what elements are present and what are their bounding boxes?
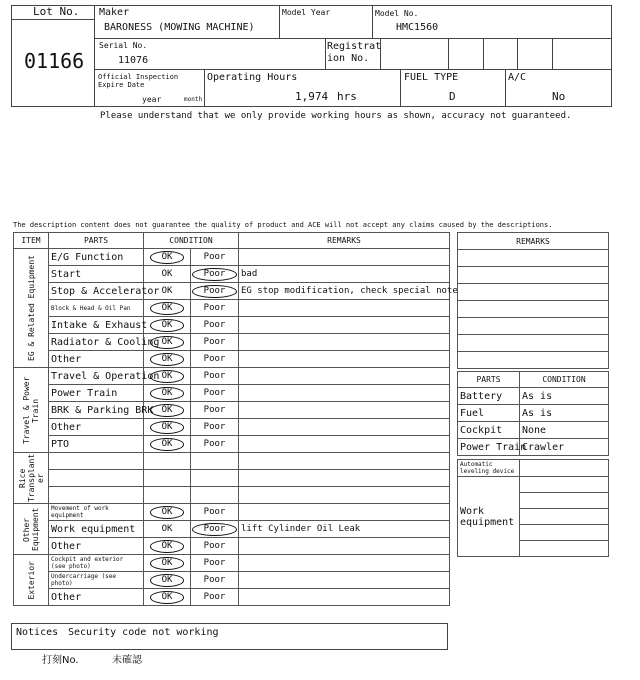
table-row [14, 334, 450, 351]
part-name: BRK & Parking BRK [49, 402, 144, 419]
poor-option: Poor [203, 303, 226, 313]
condition-poor-cell [191, 300, 239, 317]
remarks-line [458, 250, 609, 267]
part-name: Travel & Operation [49, 368, 144, 385]
ok-circled: OK [150, 302, 185, 315]
part-condition: None [520, 422, 609, 439]
ok-circled: OK [150, 438, 185, 451]
hours-label: Operating Hours [207, 72, 298, 83]
part-name: Start [49, 266, 144, 283]
condition-ok-cell [144, 572, 191, 589]
fuel-label: FUEL TYPE [404, 72, 459, 83]
remarks-line [458, 267, 609, 284]
poor-option: Poor [203, 371, 226, 381]
remarks-cell [239, 334, 450, 351]
remarks-cell [239, 385, 450, 402]
item-group-label: Rice Transplant er [14, 453, 49, 504]
condition-poor-cell [191, 402, 239, 419]
remarks-line [458, 301, 609, 318]
table-row [14, 504, 450, 521]
condition-ok-cell [144, 436, 191, 453]
lot-label: Lot No. [33, 5, 80, 18]
part-name: Undercarriage (see photo) [49, 572, 144, 589]
condition-ok-cell [144, 249, 191, 266]
ok-circled: OK [150, 574, 185, 587]
ok-circled: OK [150, 506, 185, 519]
maker-label: Maker [99, 7, 130, 18]
hours-notice: Please understand that we only provide working hours as shown, accuracy not guaranteed. [100, 111, 572, 121]
parts-row [458, 388, 609, 405]
table-row [14, 453, 450, 470]
condition-ok-cell [144, 538, 191, 555]
poor-option: Poor [203, 439, 226, 449]
condition-ok-cell [144, 504, 191, 521]
part-name: Other [49, 419, 144, 436]
ac-value: No [552, 90, 566, 103]
remarks-line [458, 318, 609, 335]
ok-circled: OK [150, 557, 185, 570]
hours-value: 1,974 [295, 90, 329, 103]
parts-header: PARTS [49, 233, 144, 249]
condition-ok-cell [144, 402, 191, 419]
condition-poor-cell [191, 266, 239, 283]
part-name: Intake & Exhaust [49, 317, 144, 334]
part-name: Other [49, 589, 144, 606]
item-group-label: Exterior [14, 555, 49, 606]
right-remarks-table [457, 232, 609, 369]
poor-circled: Poor [192, 268, 238, 281]
ok-circled: OK [150, 319, 185, 332]
model-no-value: HMC1560 [396, 22, 439, 33]
condition-ok-cell [144, 589, 191, 606]
model-no-label: Model No. [375, 9, 419, 18]
table-row [14, 266, 450, 283]
condition-poor-cell [191, 504, 239, 521]
right-remarks-header: REMARKS [458, 233, 609, 250]
remarks-cell [239, 419, 450, 436]
part-name: Block & Head & Oil Pan [49, 300, 144, 317]
table-row [14, 487, 450, 504]
ok-circled: OK [150, 387, 185, 400]
condition-poor-cell [191, 436, 239, 453]
table-row [14, 538, 450, 555]
parts-row [458, 439, 609, 456]
condition-col-header: CONDITION [520, 372, 609, 388]
remarks-cell [239, 504, 450, 521]
lot-number: 01166 [24, 49, 85, 73]
condition-ok-cell [144, 351, 191, 368]
poor-option: Poor [203, 252, 226, 262]
poor-option: Poor [203, 405, 226, 415]
poor-option: Poor [203, 592, 226, 602]
stamp-value: 未確認 [112, 655, 142, 666]
remarks-cell [239, 351, 450, 368]
condition-poor-cell [191, 334, 239, 351]
table-row [14, 572, 450, 589]
remarks-cell [239, 300, 450, 317]
table-row [14, 300, 450, 317]
part-name: Power Train [458, 439, 520, 456]
part-name: E/G Function [49, 249, 144, 266]
ac-label: A/C [508, 72, 527, 83]
item-group-label: EG & Related Equipment [14, 249, 49, 368]
table-row [14, 419, 450, 436]
condition-poor-cell [191, 470, 239, 487]
remarks-cell: EG stop modification, check special note [239, 283, 450, 300]
condition-poor-cell [191, 317, 239, 334]
table-row [14, 368, 450, 385]
condition-ok-cell [144, 555, 191, 572]
work-equipment-label: Work equipment [458, 477, 520, 557]
remarks-cell [239, 572, 450, 589]
poor-option: Poor [203, 575, 226, 585]
part-condition: As is [520, 388, 609, 405]
part-name: Fuel [458, 405, 520, 422]
notices-label: Notices [16, 627, 59, 638]
remarks-cell [239, 249, 450, 266]
part-name [49, 487, 144, 504]
model-year-label: Model Year [282, 8, 331, 17]
condition-ok-cell [144, 368, 191, 385]
item-group-label: Travel & Power Train [14, 368, 49, 453]
part-name: Movement of work equipment [49, 504, 144, 521]
part-name: Radiator & Cooling [49, 334, 144, 351]
ok-option: OK [161, 524, 173, 534]
remarks-line [458, 284, 609, 301]
condition-poor-cell [191, 487, 239, 504]
condition-ok-cell [144, 419, 191, 436]
part-name: Other [49, 538, 144, 555]
serial-label: Serial No. [99, 41, 148, 50]
stamp-label: 打刻No. [42, 655, 79, 666]
parts-row [458, 405, 609, 422]
year-label: year [142, 95, 162, 104]
remarks-cell [239, 589, 450, 606]
table-row [14, 555, 450, 572]
work-equipment-table [457, 459, 609, 557]
poor-circled: Poor [192, 523, 238, 536]
remarks-cell: bad [239, 266, 450, 283]
part-condition: Crawler [520, 439, 609, 456]
ok-circled: OK [150, 251, 185, 264]
remarks-line [458, 335, 609, 352]
condition-ok-cell [144, 470, 191, 487]
condition-table [13, 232, 458, 606]
table-row [14, 521, 450, 538]
part-name: Cockpit and exterior (see photo) [49, 555, 144, 572]
part-name [49, 470, 144, 487]
ok-circled: OK [150, 353, 185, 366]
condition-poor-cell [191, 521, 239, 538]
maker-value: BARONESS (MOWING MACHINE) [104, 22, 255, 33]
part-name: Other [49, 351, 144, 368]
remarks-cell [239, 470, 450, 487]
ok-circled: OK [150, 404, 185, 417]
fuel-value: D [449, 90, 456, 103]
notices-value: Security code not working [68, 627, 219, 638]
poor-option: Poor [203, 320, 226, 330]
condition-poor-cell [191, 283, 239, 300]
condition-poor-cell [191, 555, 239, 572]
poor-circled: Poor [192, 285, 238, 298]
condition-ok-cell [144, 385, 191, 402]
auto-leveling-label: Automatic leveling device [458, 460, 520, 477]
table-row [14, 402, 450, 419]
poor-option: Poor [203, 507, 226, 517]
table-row [14, 470, 450, 487]
part-name [49, 453, 144, 470]
condition-poor-cell [191, 385, 239, 402]
poor-option: Poor [203, 354, 226, 364]
part-name: Stop & Accelerator [49, 283, 144, 300]
condition-poor-cell [191, 368, 239, 385]
ok-option: OK [161, 286, 173, 296]
condition-ok-cell [144, 334, 191, 351]
remarks-cell [239, 538, 450, 555]
condition-poor-cell [191, 351, 239, 368]
ok-circled: OK [150, 591, 185, 604]
table-row [14, 436, 450, 453]
condition-ok-cell [144, 283, 191, 300]
poor-option: Poor [203, 337, 226, 347]
hours-unit: hrs [337, 90, 357, 103]
remarks-cell [239, 487, 450, 504]
inspection-label: Official Inspection Expire Date [98, 73, 179, 89]
part-name: Work equipment [49, 521, 144, 538]
condition-ok-cell [144, 300, 191, 317]
poor-option: Poor [203, 558, 226, 568]
ok-circled: OK [150, 370, 185, 383]
condition-ok-cell [144, 453, 191, 470]
table-row [14, 317, 450, 334]
remarks-cell [239, 317, 450, 334]
condition-poor-cell [191, 589, 239, 606]
remarks-cell [239, 402, 450, 419]
condition-ok-cell [144, 317, 191, 334]
condition-ok-cell [144, 266, 191, 283]
poor-option: Poor [203, 388, 226, 398]
remarks-cell [239, 555, 450, 572]
parts-col-header: PARTS [458, 372, 520, 388]
condition-poor-cell [191, 453, 239, 470]
condition-ok-cell [144, 521, 191, 538]
poor-option: Poor [203, 422, 226, 432]
condition-poor-cell [191, 572, 239, 589]
table-row [14, 249, 450, 266]
ok-circled: OK [150, 540, 185, 553]
poor-option: Poor [203, 541, 226, 551]
parts-condition-table [457, 371, 609, 456]
month-label: month [184, 96, 203, 103]
item-group-label: Other Equipment [14, 504, 49, 555]
part-name: Cockpit [458, 422, 520, 439]
condition-header: CONDITION [144, 233, 239, 249]
table-row [14, 351, 450, 368]
part-name: PTO [49, 436, 144, 453]
ok-circled: OK [150, 421, 185, 434]
remarks-line [458, 352, 609, 369]
ok-circled: OK [150, 336, 185, 349]
remarks-cell [239, 436, 450, 453]
registration-label: Registrat ion No. [327, 41, 382, 64]
serial-value: 11076 [118, 55, 149, 66]
remarks-header: REMARKS [239, 233, 450, 249]
remarks-cell: lift Cylinder Oil Leak [239, 521, 450, 538]
condition-ok-cell [144, 487, 191, 504]
remarks-cell [239, 453, 450, 470]
condition-poor-cell [191, 538, 239, 555]
part-name: Power Train [49, 385, 144, 402]
table-row [14, 283, 450, 300]
table-row [14, 385, 450, 402]
condition-poor-cell [191, 249, 239, 266]
condition-poor-cell [191, 419, 239, 436]
part-condition: As is [520, 405, 609, 422]
parts-row [458, 422, 609, 439]
item-header: ITEM [14, 233, 49, 249]
disclaimer: The description content does not guarantee the quality of product and ACE will not accept any claims caused by the descriptions. [13, 221, 553, 229]
part-name: Battery [458, 388, 520, 405]
table-row [14, 589, 450, 606]
ok-option: OK [161, 269, 173, 279]
remarks-cell [239, 368, 450, 385]
